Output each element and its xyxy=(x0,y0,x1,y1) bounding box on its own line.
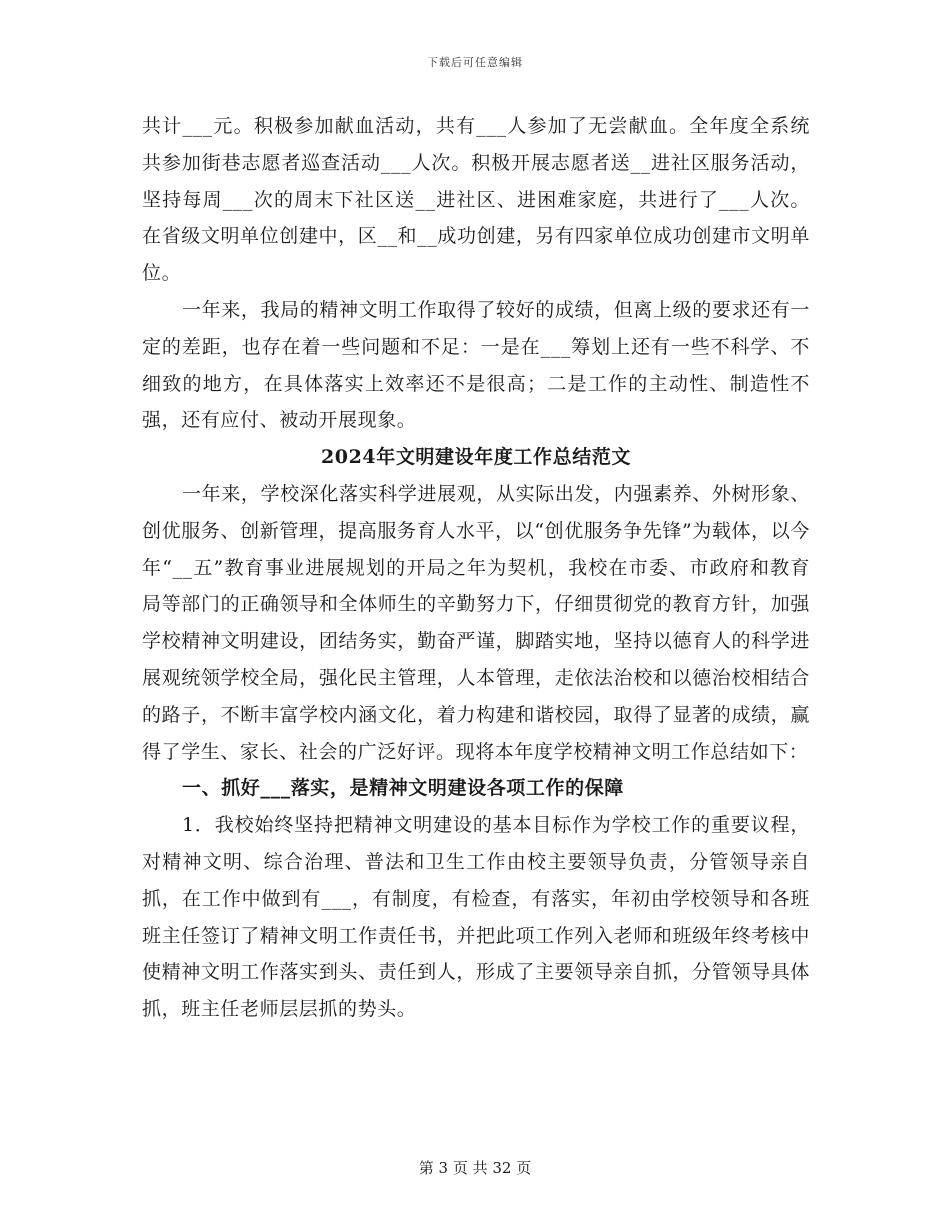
section-heading-1: 一、抓好___落实，是精神文明建设各项工作的保障 xyxy=(182,777,624,800)
paragraph-school-overview: 一年来，学校深化落实科学进展观，从实际出发，内强素养、外树形象、创优服务、创新管理，提高服务育人水平，以“创优服务争先锋”为载体，以今年“__五”教育事业进展规划的开局之年为契机，我校在市委、市政府和教育局等部门的正确领导和全体师生的辛勤努力下，仔细贯彻党的教育方针，加强学校精神文明建设，团结务实，勤奋严谨，脚踏实地，坚持以德育人的科学进展观统领学校全局，强化民主管理，人本管理，走依法治校和以德治校相结合的路子，不断丰富学校内涵文化，着力构建和谐校园，取得了显著的成绩，赢得了学生、家长、社会的广泛好评。现将本年度学校精神文明工作总结如下： xyxy=(142,482,810,763)
paragraph-shortcomings: 一年来，我局的精神文明工作取得了较好的成绩，但离上级的要求还有一定的差距，也存在着一些问题和不足：一是在___筹划上还有一些不科学、不细致的地方，在具体落实上效率还不是很高；二是工作的主动性、制造性不强，还有应付、被动开展现象。 xyxy=(142,298,810,432)
page-indicator: 第 3 页 共 32 页 xyxy=(418,1159,532,1177)
document-title: 2024年文明建设年度工作总结范文 xyxy=(320,446,632,469)
header-note: 下载后可任意编辑 xyxy=(427,56,523,69)
paragraph-leadership: 1．我校始终坚持把精神文明建设的基本目标作为学校工作的重要议程，对精神文明、综合治理、普法和卫生工作由校主要领导负责，分管领导亲自抓，在工作中做到有___，有制度，有检查，有落实，年初由学校领导和各班班主任签订了精神文明工作责任书，并把此项工作列入老师和班级年终考核中使精神文明工作落实到头、责任到人，形成了主要领导亲自抓，分管领导具体抓，班主任老师层层抓的势头。 xyxy=(142,814,810,1021)
paragraph-volunteer-stats: 共计___元。积极参加献血活动，共有___人参加了无尝献血。全年度全系统共参加街巷志愿者巡查活动___人次。积极开展志愿者送__进社区服务活动，坚持每周___次的周末下社区送__进社区、进困难家庭，共进行了___人次。在省级文明单位创建中，区__和__成功创建，另有四家单位成功创建市文明单位。 xyxy=(142,115,810,285)
document-body xyxy=(142,108,810,1028)
